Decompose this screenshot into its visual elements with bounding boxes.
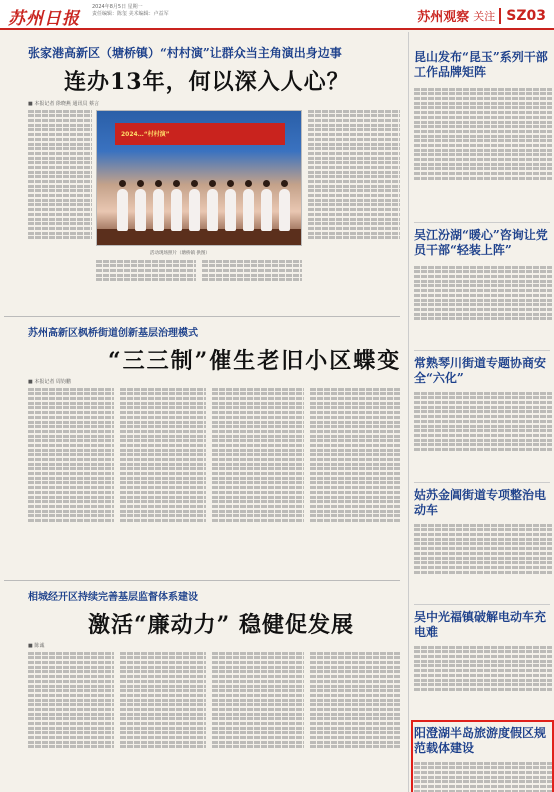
photo-dancer [117,189,128,231]
brief4-body [414,522,552,600]
brief-divider [414,350,550,351]
brief2-body [414,264,552,346]
photo-dancer [189,189,200,231]
article2-body-col1 [28,386,114,572]
brief-divider [414,604,550,605]
subsection-name: 关注 [473,9,496,23]
article2-kicker: 苏州高新区枫桥街道创新基层治理模式 [28,328,198,339]
photo-dancer [261,189,272,231]
article3-byline: ■ 陈诚 [28,643,45,649]
edition-line: 责任编辑：陈玺 美术编辑：卢益军 [92,11,169,17]
newspaper-logo: 苏州日报 [8,9,80,29]
article3-body-col3 [212,650,304,788]
brief-column [408,32,554,792]
photo-dancer [207,189,218,231]
brief1-body [414,86,552,216]
photo-dancer [243,189,254,231]
article2-byline: ■ 本报记者 周钧鹏 [28,379,71,385]
article1-kicker: 张家港高新区（塘桥镇）“村村演”让群众当主角演出身边事 [28,46,342,60]
brief-divider [414,222,550,223]
photo-banner-text: 2024…“村村演” [121,131,170,138]
photo-dancer [171,189,182,231]
article3-body-col1 [28,650,114,788]
photo-stage [97,229,301,245]
section-bar [417,6,546,25]
article3-kicker: 相城经开区持续完善基层监督体系建设 [28,592,198,603]
brief3-body [414,390,552,478]
brief-divider [414,482,550,483]
section-divider [4,316,400,317]
main-column [0,32,402,792]
brief4-headline: 姑苏金阊街道专项整治电动车 [414,488,547,517]
masthead [0,0,554,30]
brief5-headline: 吴中光福镇破解电动车充电难 [414,610,547,639]
photo-dancer [225,189,236,231]
brief6-body [414,760,552,792]
photo-dancer [279,189,290,231]
brief2-headline: 吴江汾湖“暖心”咨询让党员干部“轻装上阵” [414,228,548,257]
brief5-body [414,644,552,714]
date-line: 2024年8月5日 星期一 [92,4,143,10]
article1-body-col3 [202,258,302,290]
article2-body-col3 [212,386,304,572]
article3-body-col4 [310,650,400,788]
brief6-headline: 阳澄湖半岛旅游度假区规范载体建设 [414,726,547,755]
article1-body-col4 [308,108,400,290]
article1-headline: 连办13年，何以深入人心？ [64,69,350,95]
section-divider [4,580,400,581]
page-number: SZ03 [499,8,546,24]
brief3-headline: 常熟琴川街道专题协商安全“六化” [414,356,547,385]
article2-body-col4 [310,386,400,572]
article2-body-col2 [120,386,206,572]
article3-body-col2 [120,650,206,788]
article2-headline: “三三制”催生老旧小区蝶变 [108,348,402,374]
photo-caption: 活动现场照片（塘桥镇 供图） [150,251,210,256]
photo-dancer [135,189,146,231]
photo-dancer [153,189,164,231]
article1-byline: ■ 本报记者 徐晓燕 通讯员 蔡言 [28,101,100,107]
article3-headline: 激活“廉动力” 稳健促发展 [88,612,354,638]
section-name: 苏州观察 [417,10,470,25]
masthead-meta [92,4,169,18]
brief1-headline: 昆山发布“昆玉”系列干部工作品牌矩阵 [414,50,548,79]
article1-body-col1 [28,108,92,290]
article1-photo [96,110,302,246]
article1-body-col2 [96,258,196,290]
